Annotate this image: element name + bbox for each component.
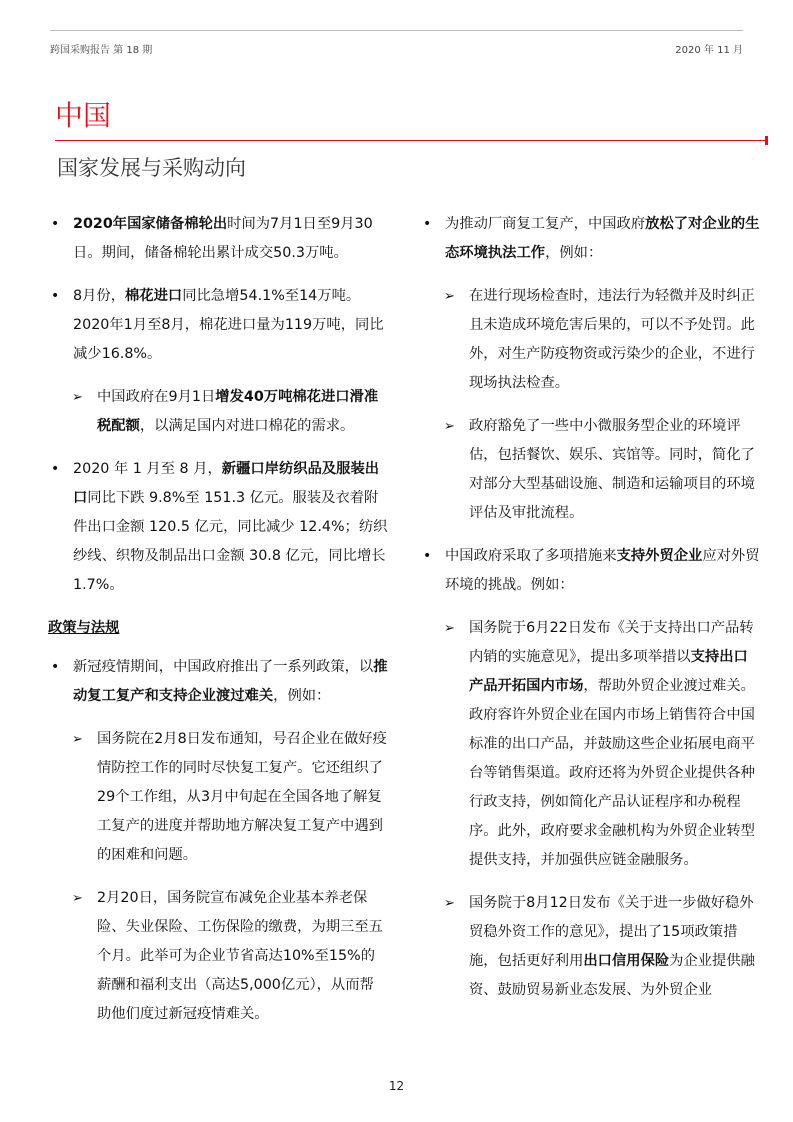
page-subtitle: 国家发展与采购动向 <box>57 156 246 180</box>
arrow-bullet-icon: ➢ <box>72 732 83 747</box>
arrow-bullet-icon: ➢ <box>72 390 83 405</box>
left-column <box>48 210 388 1043</box>
bullet-foreign-trade-support: • 中国政府采取了多项措施来支持外贸企业应对外贸环境的挑战。例如： <box>420 542 760 600</box>
title-rule-end <box>765 136 768 145</box>
sub-export-to-domestic: ➢ 国务院于6月22日发布《关于支持出口产品转内销的实施意见》，提出多项举措以支持出口产品开拓国内市场，帮助外贸企业渡过难关。政府容许外贸企业在国内市场上销售符合中国标准的出口产品，并鼓励这些企业拓展电商平台等销售渠道。政府还将为外贸企业提供各种行政支持，例如简化产品认证程序和办税程序。此外，政府要求金融机构为外贸企业转型提供支持，并加强供应链金融服务。 <box>420 614 760 875</box>
right-column <box>420 210 760 1019</box>
arrow-bullet-icon: ➢ <box>444 289 455 304</box>
arrow-bullet-icon: ➢ <box>444 419 455 434</box>
bullet-policy-intro: • 新冠疫情期间，中国政府推出了一系列政策，以推动复工复产和支持企业渡过难关，例如： <box>48 653 388 711</box>
sub-cotton-quota: ➢ 中国政府在9月1日增发40万吨棉花进口滑准税配额，以满足国内对进口棉花的需求。 <box>48 383 388 441</box>
sub-onsite-inspection: ➢ 在进行现场检查时，违法行为轻微并及时纠正且未造成环境危害后果的，可以不予处罚。此外，对生产防疫物资或污染少的企业，不进行现场执法检查。 <box>420 282 760 398</box>
bullet-xinjiang-export: • 2020 年 1 月至 8 月，新疆口岸纺织品及服装出口同比下跌 9.8%至 151.3 亿元。服装及衣着附件出口金额 120.5 亿元，同比减少 12.4%；纺织纱线、织物及制品出口金额 30.8 亿元，同比增长 1.7%。 <box>48 455 388 600</box>
sub-environment-exemption: ➢ 政府豁免了一些中小微服务型企业的环境评估，包括餐饮、娱乐、宾馆等。同时，简化了对部分大型基础设施、制造和运输项目的环境评估及审批流程。 <box>420 412 760 528</box>
bullet-environment-enforcement: • 为推动厂商复工复产，中国政府放松了对企业的生态环境执法工作，例如： <box>420 210 760 268</box>
sub-insurance-relief: ➢ 2月20日，国务院宣布减免企业基本养老保险、失业保险、工伤保险的缴费，为期三至五个月。此举可为企业节省高达10%至15%的薪酬和福利支出（高达5,000亿元），从而帮助他们度过新冠疫情难关。 <box>48 884 388 1029</box>
bullet-cotton-reserve: • 2020年国家储备棉轮出时间为7月1日至9月30日。期间，储备棉轮出累计成交50.3万吨。 <box>48 210 388 268</box>
header-rule <box>50 30 743 31</box>
sub-stabilize-trade: ➢ 国务院于8月12日发布《关于进一步做好稳外贸稳外资工作的意见》，提出了15项政策措施，包括更好利用出口信用保险为企业提供融资、鼓励贸易新业态发展、为外贸企业 <box>420 889 760 1005</box>
page-number: 12 <box>388 1079 405 1093</box>
report-name: 跨国采购报告 第 18 期 <box>50 45 153 56</box>
bullet-cotton-import: • 8月份，棉花进口同比急增54.1%至14万吨。2020年1月至8月，棉花进口量为119万吨，同比减少16.8%。 <box>48 282 388 369</box>
arrow-bullet-icon: ➢ <box>444 621 455 636</box>
sub-state-council-notice: ➢ 国务院在2月8日发布通知，号召企业在做好疫情防控工作的同时尽快复工复产。它还组织了29个工作组，从3月中旬起在全国各地了解复工复产的进度并帮助地方解决复工复产中遇到的困难和问题。 <box>48 725 388 870</box>
arrow-bullet-icon: ➢ <box>72 891 83 906</box>
page-title: 中国 <box>55 99 112 132</box>
section-heading-policy: 政策与法规 <box>48 620 120 636</box>
title-rule <box>55 140 768 141</box>
report-date: 2020 年 11 月 <box>675 45 743 56</box>
arrow-bullet-icon: ➢ <box>444 896 455 911</box>
